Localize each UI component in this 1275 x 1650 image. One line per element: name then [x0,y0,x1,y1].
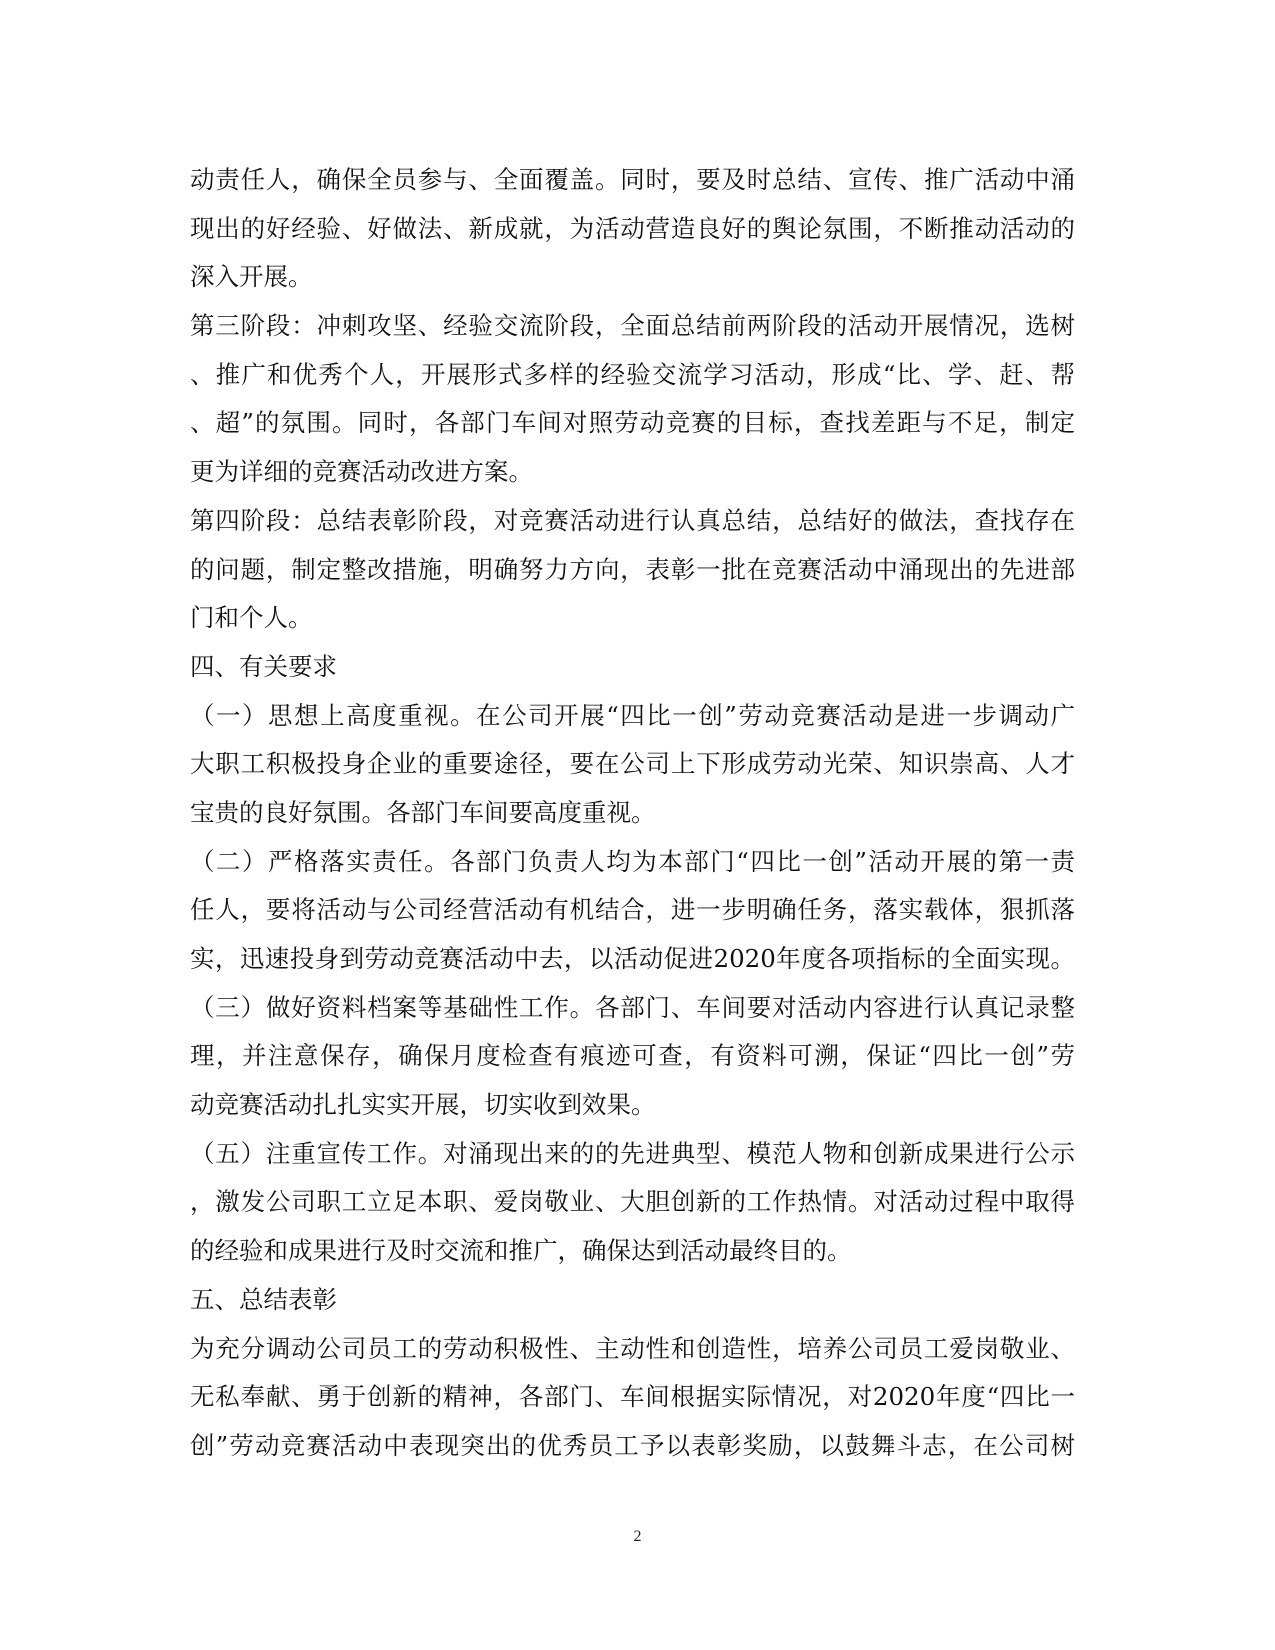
text-line: （三）做好资料档案等基础性工作。各部门、车间要对活动内容进行认真记录整 [190,992,1075,1022]
text-line: 、超”的氛围。同时，各部门车间对照劳动竞赛的目标，查找差距与不足，制定 [190,408,1075,438]
text-line: 、推广和优秀个人，开展形式多样的经验交流学习活动，形成“比、学、赶、帮 [190,359,1075,389]
text-line: （五）注重宣传工作。对涌现出来的的先进典型、模范人物和创新成果进行公示 [190,1138,1075,1168]
body-text [190,156,1075,1471]
text-line: 深入开展。 [190,262,313,292]
text-line: ，激发公司职工立足本职、爱岗敬业、大胆创新的工作热情。对活动过程中取得 [190,1187,1075,1217]
text-line: 创”劳动竞赛活动中表现突出的优秀员工予以表彰奖励，以鼓舞斗志，在公司树 [190,1430,1075,1460]
text-line: （一）思想上高度重视。在公司开展“四比一创”劳动竞赛活动是进一步调动广 [190,700,1075,730]
text-line: 的经验和成果进行及时交流和推广，确保达到活动最终目的。 [190,1236,852,1266]
section-heading: 五、总结表彰 [190,1284,337,1314]
text-line: 实，迅速投身到劳动竞赛活动中去，以活动促进2020年度各项指标的全面实现。 [190,944,1075,973]
text-line: 第四阶段：总结表彰阶段，对竞赛活动进行认真总结，总结好的做法，查找存在 [190,505,1075,535]
text-line: 动责任人，确保全员参与、全面覆盖。同时，要及时总结、宣传、推广活动中涌 [190,165,1075,194]
text-line: 的问题，制定整改措施，明确努力方向，表彰一批在竞赛活动中涌现出的先进部 [190,554,1075,584]
text-line: 门和个人。 [190,603,313,633]
text-line: 宝贵的良好氛围。各部门车间要高度重视。 [190,797,656,827]
text-line: 为充分调动公司员工的劳动积极性、主动性和创造性，培养公司员工爱岗敬业、 [190,1333,1075,1363]
page-number: 2 [633,1528,642,1545]
section-heading: 四、有关要求 [190,651,337,681]
text-line: 第三阶段：冲刺攻坚、经验交流阶段，全面总结前两阶段的活动开展情况，选树 [190,311,1075,341]
text-line: 大职工积极投身企业的重要途径，要在公司上下形成劳动光荣、知识崇高、人才 [190,749,1075,779]
text-line: 动竞赛活动扎扎实实开展，切实收到效果。 [190,1090,656,1120]
text-line: 现出的好经验、好做法、新成就，为活动营造良好的舆论氛围，不断推动活动的 [190,213,1075,243]
text-line: （二）严格落实责任。各部门负责人均为本部门“四比一创”活动开展的第一责 [190,846,1075,876]
text-line: 任人，要将活动与公司经营活动有机结合，进一步明确任务，落实载体，狠抓落 [190,895,1075,925]
text-line: 更为详细的竞赛活动改进方案。 [190,457,533,487]
text-line: 无私奉献、勇于创新的精神，各部门、车间根据实际情况，对2020年度“四比一 [190,1382,1075,1412]
text-line: 理，并注意保存，确保月度检查有痕迹可查，有资料可溯，保证“四比一创”劳 [190,1041,1075,1071]
